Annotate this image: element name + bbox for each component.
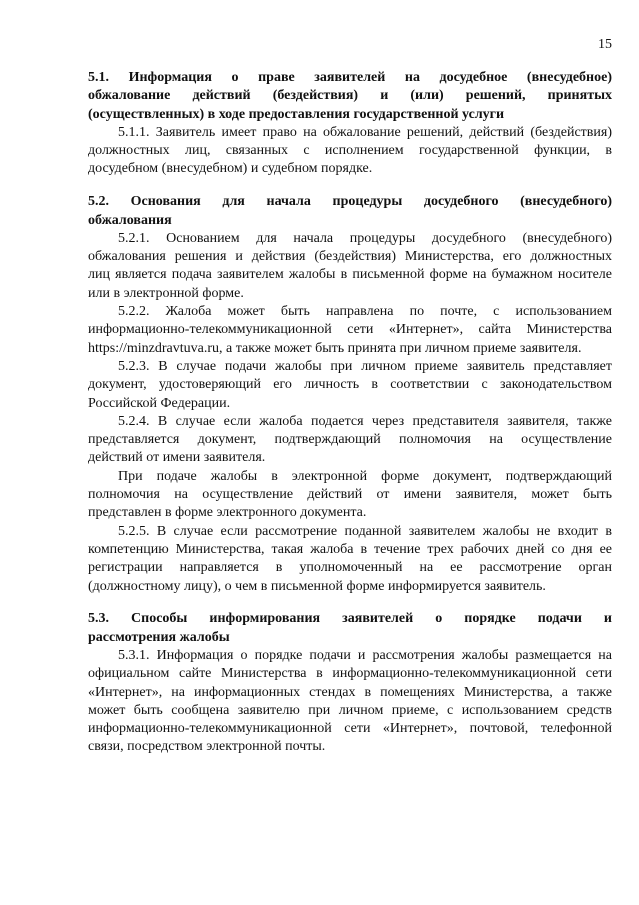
paragraph-line: 5.2.5. В случае если рассмотрение поданной заявителем жалобы не входит в	[118, 523, 612, 539]
paragraph-line: или в электронной форме.	[88, 285, 244, 301]
paragraph-line: информационно-телекоммуникационной сети «Интернет», почтовой, телефонной	[88, 721, 612, 737]
paragraph-5-2-4	[88, 413, 612, 468]
paragraph-line: 5.1.1. Заявитель имеет право на обжалование решений, действий (бездействия)	[118, 124, 612, 140]
paragraph-line: связи, посредством электронной почты.	[88, 739, 326, 755]
paragraph-line: полномочия на осуществление действий от имени заявителя, может быть	[88, 487, 612, 503]
page-content	[88, 69, 612, 757]
paragraph-5-2-2	[88, 303, 612, 358]
paragraph-line: представлен в форме электронного документа.	[88, 505, 367, 521]
heading-line: 5.3. Способы информирования заявителей о порядке подачи и	[88, 611, 612, 627]
paragraph-line: 5.3.1. Информация о порядке подачи и рассмотрения жалобы размещается на	[118, 647, 612, 663]
paragraph-line: досудебном (внесудебном) и судебном порядке.	[88, 161, 373, 177]
paragraph-line: официальном сайте Министерства в информационно-телекоммуникационной сети	[88, 666, 612, 682]
paragraph-line: лиц является подача заявителем жалобы в письменной форме на бумажном носителе	[88, 267, 612, 283]
section-5-1	[88, 69, 612, 179]
section-5-2	[88, 193, 612, 596]
paragraph-5-2-3	[88, 358, 612, 413]
section-heading	[88, 610, 612, 647]
paragraph-line: (должностному лицу), о чем в письменной форме информируется заявитель.	[88, 578, 546, 594]
paragraph-line: может быть сообщена заявителю при личном приеме, с использованием средств	[88, 702, 612, 718]
section-5-3	[88, 610, 612, 756]
paragraph-line: 5.2.2. Жалоба может быть направлена по почте, с использованием	[118, 304, 612, 320]
section-heading	[88, 193, 612, 230]
heading-line: (осуществленных) в ходе предоставления государственной услуги	[88, 106, 505, 122]
paragraph-line: должностных лиц, связанных с исполнением государственной функции, в	[88, 143, 612, 159]
paragraph-line: информационно-телекоммуникационной сети «Интернет», сайта Министерства	[88, 322, 612, 338]
page-number: 15	[598, 37, 612, 52]
paragraph-line: регистрации направляется в уполномоченный на ее рассмотрение орган	[88, 560, 612, 576]
heading-line: обжалования	[88, 212, 172, 228]
paragraph-line: 5.2.3. В случае подачи жалобы при личном приеме заявитель представляет	[118, 358, 612, 374]
paragraph-5-3-1	[88, 647, 612, 757]
heading-line: обжалование действий (бездействия) и (или) решений, принятых	[88, 88, 612, 104]
paragraph-line: При подаче жалобы в электронной форме документ, подтверждающий	[118, 468, 612, 484]
paragraph-5-2-5	[88, 523, 612, 596]
paragraph-line: 5.2.4. В случае если жалоба подается через представителя заявителя, также	[118, 413, 612, 429]
paragraph-electronic-submission	[88, 468, 612, 523]
paragraph-line: Российской Федерации.	[88, 395, 231, 411]
heading-line: 5.1. Информация о праве заявителей на досудебное (внесудебное)	[88, 70, 612, 85]
paragraph-line: представляется документ, подтверждающий полномочия на осуществление	[88, 432, 612, 448]
paragraph-5-1-1	[88, 124, 612, 179]
paragraph-line: обжалования решения и действия (бездействия) Министерства, его должностных	[88, 249, 612, 265]
section-heading	[88, 69, 612, 124]
heading-line: рассмотрения жалобы	[88, 629, 230, 645]
paragraph-line: компетенцию Министерства, такая жалоба в течение трех рабочих дней со дня ее	[88, 541, 612, 557]
heading-line: 5.2. Основания для начала процедуры досудебного (внесудебного)	[88, 194, 612, 210]
paragraph-line: 5.2.1. Основанием для начала процедуры досудебного (внесудебного)	[118, 230, 612, 246]
paragraph-line: https://minzdravtuva.ru, а также может быть принята при личном приеме заявителя.	[88, 340, 582, 356]
paragraph-5-2-1	[88, 230, 612, 303]
paragraph-line: действий от имени заявителя.	[88, 450, 266, 466]
paragraph-line: «Интернет», на информационных стендах в помещениях Министерства, а также	[88, 684, 612, 700]
paragraph-line: документ, удостоверяющий его личность в соответствии с законодательством	[88, 377, 612, 393]
